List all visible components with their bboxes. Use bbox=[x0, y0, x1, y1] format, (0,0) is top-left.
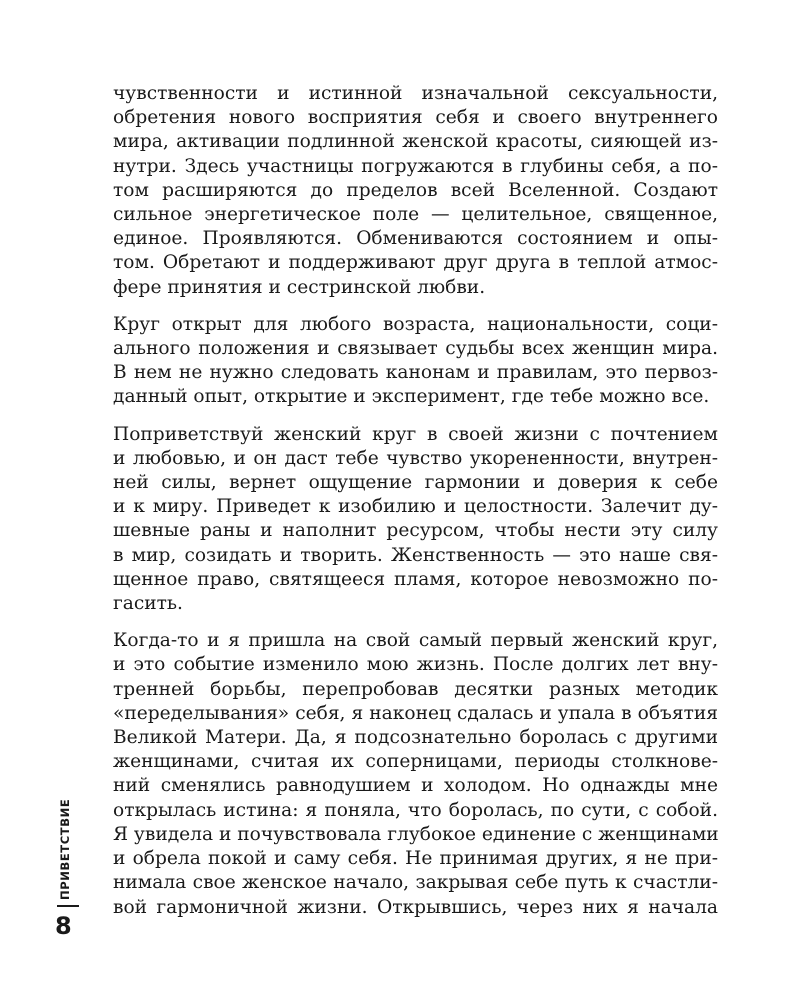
paragraph-2 bbox=[113, 313, 718, 410]
text-line: единое. Проявляются. Обмениваются состоянием и опы- bbox=[113, 228, 718, 250]
folio-divider bbox=[57, 905, 79, 907]
text-line: в мир, созидать и творить. Женственность — это наше свя- bbox=[113, 544, 718, 566]
text-line: сильное энергетическое поле — целительное, священное, bbox=[113, 204, 718, 226]
paragraph-4 bbox=[113, 629, 718, 919]
page-body bbox=[113, 82, 718, 933]
text-line: данный опыт, открытие и эксперимент, где тебе можно все. bbox=[113, 386, 710, 408]
text-line: вой гармоничной жизни. Открывшись, через них я начала bbox=[113, 896, 718, 918]
text-line: щенное право, святящееся пламя, которое невозможно по- bbox=[113, 568, 718, 590]
text-line: обретения нового восприятия себя и своего внутреннего bbox=[113, 107, 718, 129]
text-line: и любовью, и он даст тебе чувство укорененности, внутрен- bbox=[113, 447, 718, 469]
section-label: ПРИВЕТСТВИЕ bbox=[58, 798, 72, 900]
text-line: Поприветствуй женский круг в своей жизни с почтением bbox=[113, 423, 718, 445]
text-line: фере принятия и сестринской любви. bbox=[113, 276, 486, 298]
paragraph-3 bbox=[113, 423, 718, 617]
text-line: и к миру. Приведет к изобилию и целостности. Залечит ду- bbox=[113, 496, 718, 518]
text-line: женщинами, считая их соперницами, периоды столкнове- bbox=[113, 751, 718, 773]
text-line: ней силы, вернет ощущение гармонии и доверия к себе bbox=[113, 472, 718, 494]
text-line: ний сменялись равнодушием и холодом. Но однажды мне bbox=[113, 775, 718, 797]
text-line: том. Обретают и поддерживают друг друга в теплой атмос- bbox=[113, 252, 718, 274]
text-line: тренней борьбы, перепробовав десятки разных методик bbox=[113, 678, 718, 700]
text-line: шевные раны и наполнит ресурсом, чтобы нести эту силу bbox=[113, 520, 718, 542]
text-line: В нем не нужно следовать канонам и правилам, это первоз- bbox=[113, 362, 718, 384]
text-line: «переделывания» себя, я наконец сдалась и упала в объятия bbox=[113, 702, 718, 724]
text-line: ального положения и связывает судьбы всех женщин мира. bbox=[113, 338, 718, 360]
text-line: гасить. bbox=[113, 593, 183, 615]
text-line: том расширяются до пределов всей Вселенной. Создают bbox=[113, 179, 718, 201]
text-line: нимала свое женское начало, закрывая себе путь к счастли- bbox=[113, 872, 718, 894]
text-line: чувственности и истинной изначальной сексуальности, bbox=[113, 83, 718, 104]
text-line: мира, активации подлинной женской красоты, сияющей из- bbox=[113, 131, 718, 153]
text-line: открылась истина: я поняла, что боролась, по сути, с собой. bbox=[113, 799, 718, 821]
text-line: и это событие изменило мою жизнь. После долгих лет вну- bbox=[113, 654, 718, 676]
text-line: Когда-то и я пришла на свой самый первый женский круг, bbox=[113, 630, 718, 652]
running-header bbox=[58, 790, 78, 900]
text-line: нутри. Здесь участницы погружаются в глубины себя, а по- bbox=[113, 155, 718, 177]
page-number: 8 bbox=[55, 912, 72, 940]
text-line: Я увидела и почувствовала глубокое единение с женщинами bbox=[113, 823, 719, 845]
text-line: и обрела покой и саму себя. Не принимая других, я не при- bbox=[113, 848, 718, 870]
paragraph-1 bbox=[113, 82, 718, 300]
text-line: Круг открыт для любого возраста, национальности, соци- bbox=[113, 313, 718, 335]
text-line: Великой Матери. Да, я подсознательно боролась с другими bbox=[113, 727, 718, 749]
